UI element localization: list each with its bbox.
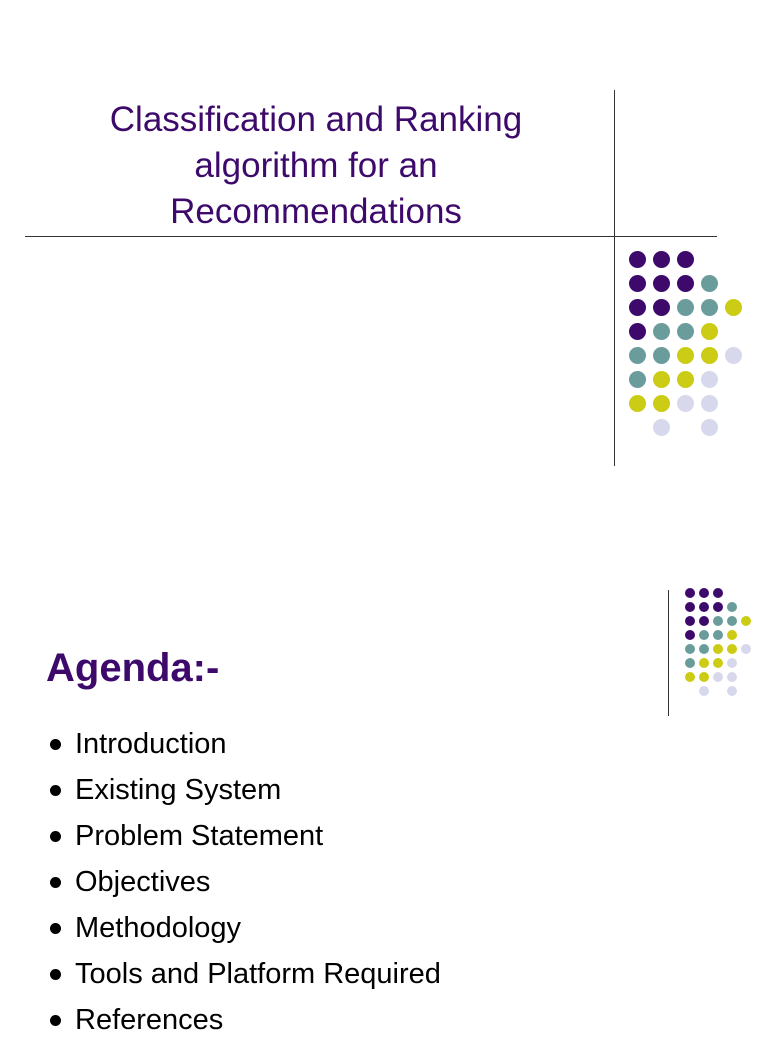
dot-yellow bbox=[741, 616, 751, 626]
dot-teal bbox=[677, 323, 694, 340]
dot-teal bbox=[685, 644, 695, 654]
dot-yellow bbox=[701, 323, 718, 340]
dot-purple bbox=[713, 588, 723, 598]
bullet-icon bbox=[50, 739, 61, 750]
dot-purple bbox=[699, 602, 709, 612]
dot-lavender bbox=[701, 395, 718, 412]
dot-teal bbox=[699, 630, 709, 640]
agenda-item-label: Methodology bbox=[75, 912, 242, 944]
dot-yellow bbox=[653, 395, 670, 412]
dot-lavender bbox=[725, 347, 742, 364]
dot-yellow bbox=[713, 658, 723, 668]
slide-agenda bbox=[0, 512, 768, 1036]
dot-purple bbox=[699, 588, 709, 598]
dot-purple bbox=[653, 275, 670, 292]
agenda-item-label: Introduction bbox=[75, 728, 227, 760]
dot-purple bbox=[653, 299, 670, 316]
dot-lavender bbox=[741, 644, 751, 654]
agenda-item bbox=[48, 907, 441, 953]
dot-purple bbox=[685, 602, 695, 612]
dot-yellow bbox=[685, 672, 695, 682]
dot-yellow bbox=[629, 395, 646, 412]
dot-yellow bbox=[727, 644, 737, 654]
dot-teal bbox=[629, 371, 646, 388]
dot-lavender bbox=[727, 672, 737, 682]
dot-lavender bbox=[699, 686, 709, 696]
dot-purple bbox=[685, 630, 695, 640]
dot-yellow bbox=[677, 347, 694, 364]
dot-lavender bbox=[677, 395, 694, 412]
dot-yellow bbox=[699, 658, 709, 668]
dot-purple bbox=[629, 251, 646, 268]
agenda-item-label: Problem Statement bbox=[75, 820, 324, 852]
dot-lavender bbox=[653, 419, 670, 436]
slide-title bbox=[0, 0, 768, 512]
dot-purple bbox=[685, 588, 695, 598]
dot-teal bbox=[629, 347, 646, 364]
dot-teal bbox=[677, 299, 694, 316]
vertical-divider bbox=[614, 90, 615, 466]
dot-teal bbox=[701, 275, 718, 292]
bullet-icon bbox=[50, 877, 61, 888]
dot-teal bbox=[653, 347, 670, 364]
agenda-item-label: References bbox=[75, 1004, 224, 1036]
agenda-item-label: Objectives bbox=[75, 866, 211, 898]
dot-yellow bbox=[727, 630, 737, 640]
dot-yellow bbox=[701, 347, 718, 364]
agenda-item bbox=[48, 723, 441, 769]
agenda-item bbox=[48, 815, 441, 861]
dot-teal bbox=[713, 630, 723, 640]
dot-purple bbox=[713, 602, 723, 612]
dot-lavender bbox=[701, 419, 718, 436]
dot-purple bbox=[629, 275, 646, 292]
dot-teal bbox=[727, 616, 737, 626]
slide-title-text: Classification and Ranking algorithm for an Recommendations bbox=[109, 100, 523, 231]
bullet-icon bbox=[50, 831, 61, 842]
vertical-divider bbox=[668, 590, 669, 716]
agenda-item bbox=[48, 769, 441, 815]
dot-purple bbox=[677, 251, 694, 268]
bullet-icon bbox=[50, 969, 61, 980]
bullet-icon bbox=[50, 923, 61, 934]
agenda-item bbox=[48, 999, 441, 1045]
dot-purple bbox=[699, 616, 709, 626]
dot-lavender bbox=[713, 672, 723, 682]
dot-purple bbox=[653, 251, 670, 268]
agenda-list bbox=[48, 723, 441, 1045]
dot-yellow bbox=[677, 371, 694, 388]
dot-purple bbox=[629, 323, 646, 340]
agenda-heading: Agenda:- bbox=[46, 646, 220, 690]
agenda-item bbox=[48, 861, 441, 907]
dot-purple bbox=[685, 616, 695, 626]
dot-teal bbox=[701, 299, 718, 316]
agenda-item-label: Existing System bbox=[75, 774, 282, 806]
dot-teal bbox=[699, 644, 709, 654]
dot-teal bbox=[727, 602, 737, 612]
dot-teal bbox=[653, 323, 670, 340]
agenda-item bbox=[48, 953, 441, 999]
dot-teal bbox=[713, 616, 723, 626]
dot-lavender bbox=[701, 371, 718, 388]
dot-yellow bbox=[713, 644, 723, 654]
agenda-item-label: Tools and Platform Required bbox=[75, 958, 441, 990]
dot-teal bbox=[685, 658, 695, 668]
dot-lavender bbox=[727, 658, 737, 668]
dot-purple bbox=[629, 299, 646, 316]
dot-purple bbox=[677, 275, 694, 292]
dot-yellow bbox=[653, 371, 670, 388]
bullet-icon bbox=[50, 1015, 61, 1026]
dot-lavender bbox=[727, 686, 737, 696]
dot-yellow bbox=[699, 672, 709, 682]
bullet-icon bbox=[50, 785, 61, 796]
dot-yellow bbox=[725, 299, 742, 316]
